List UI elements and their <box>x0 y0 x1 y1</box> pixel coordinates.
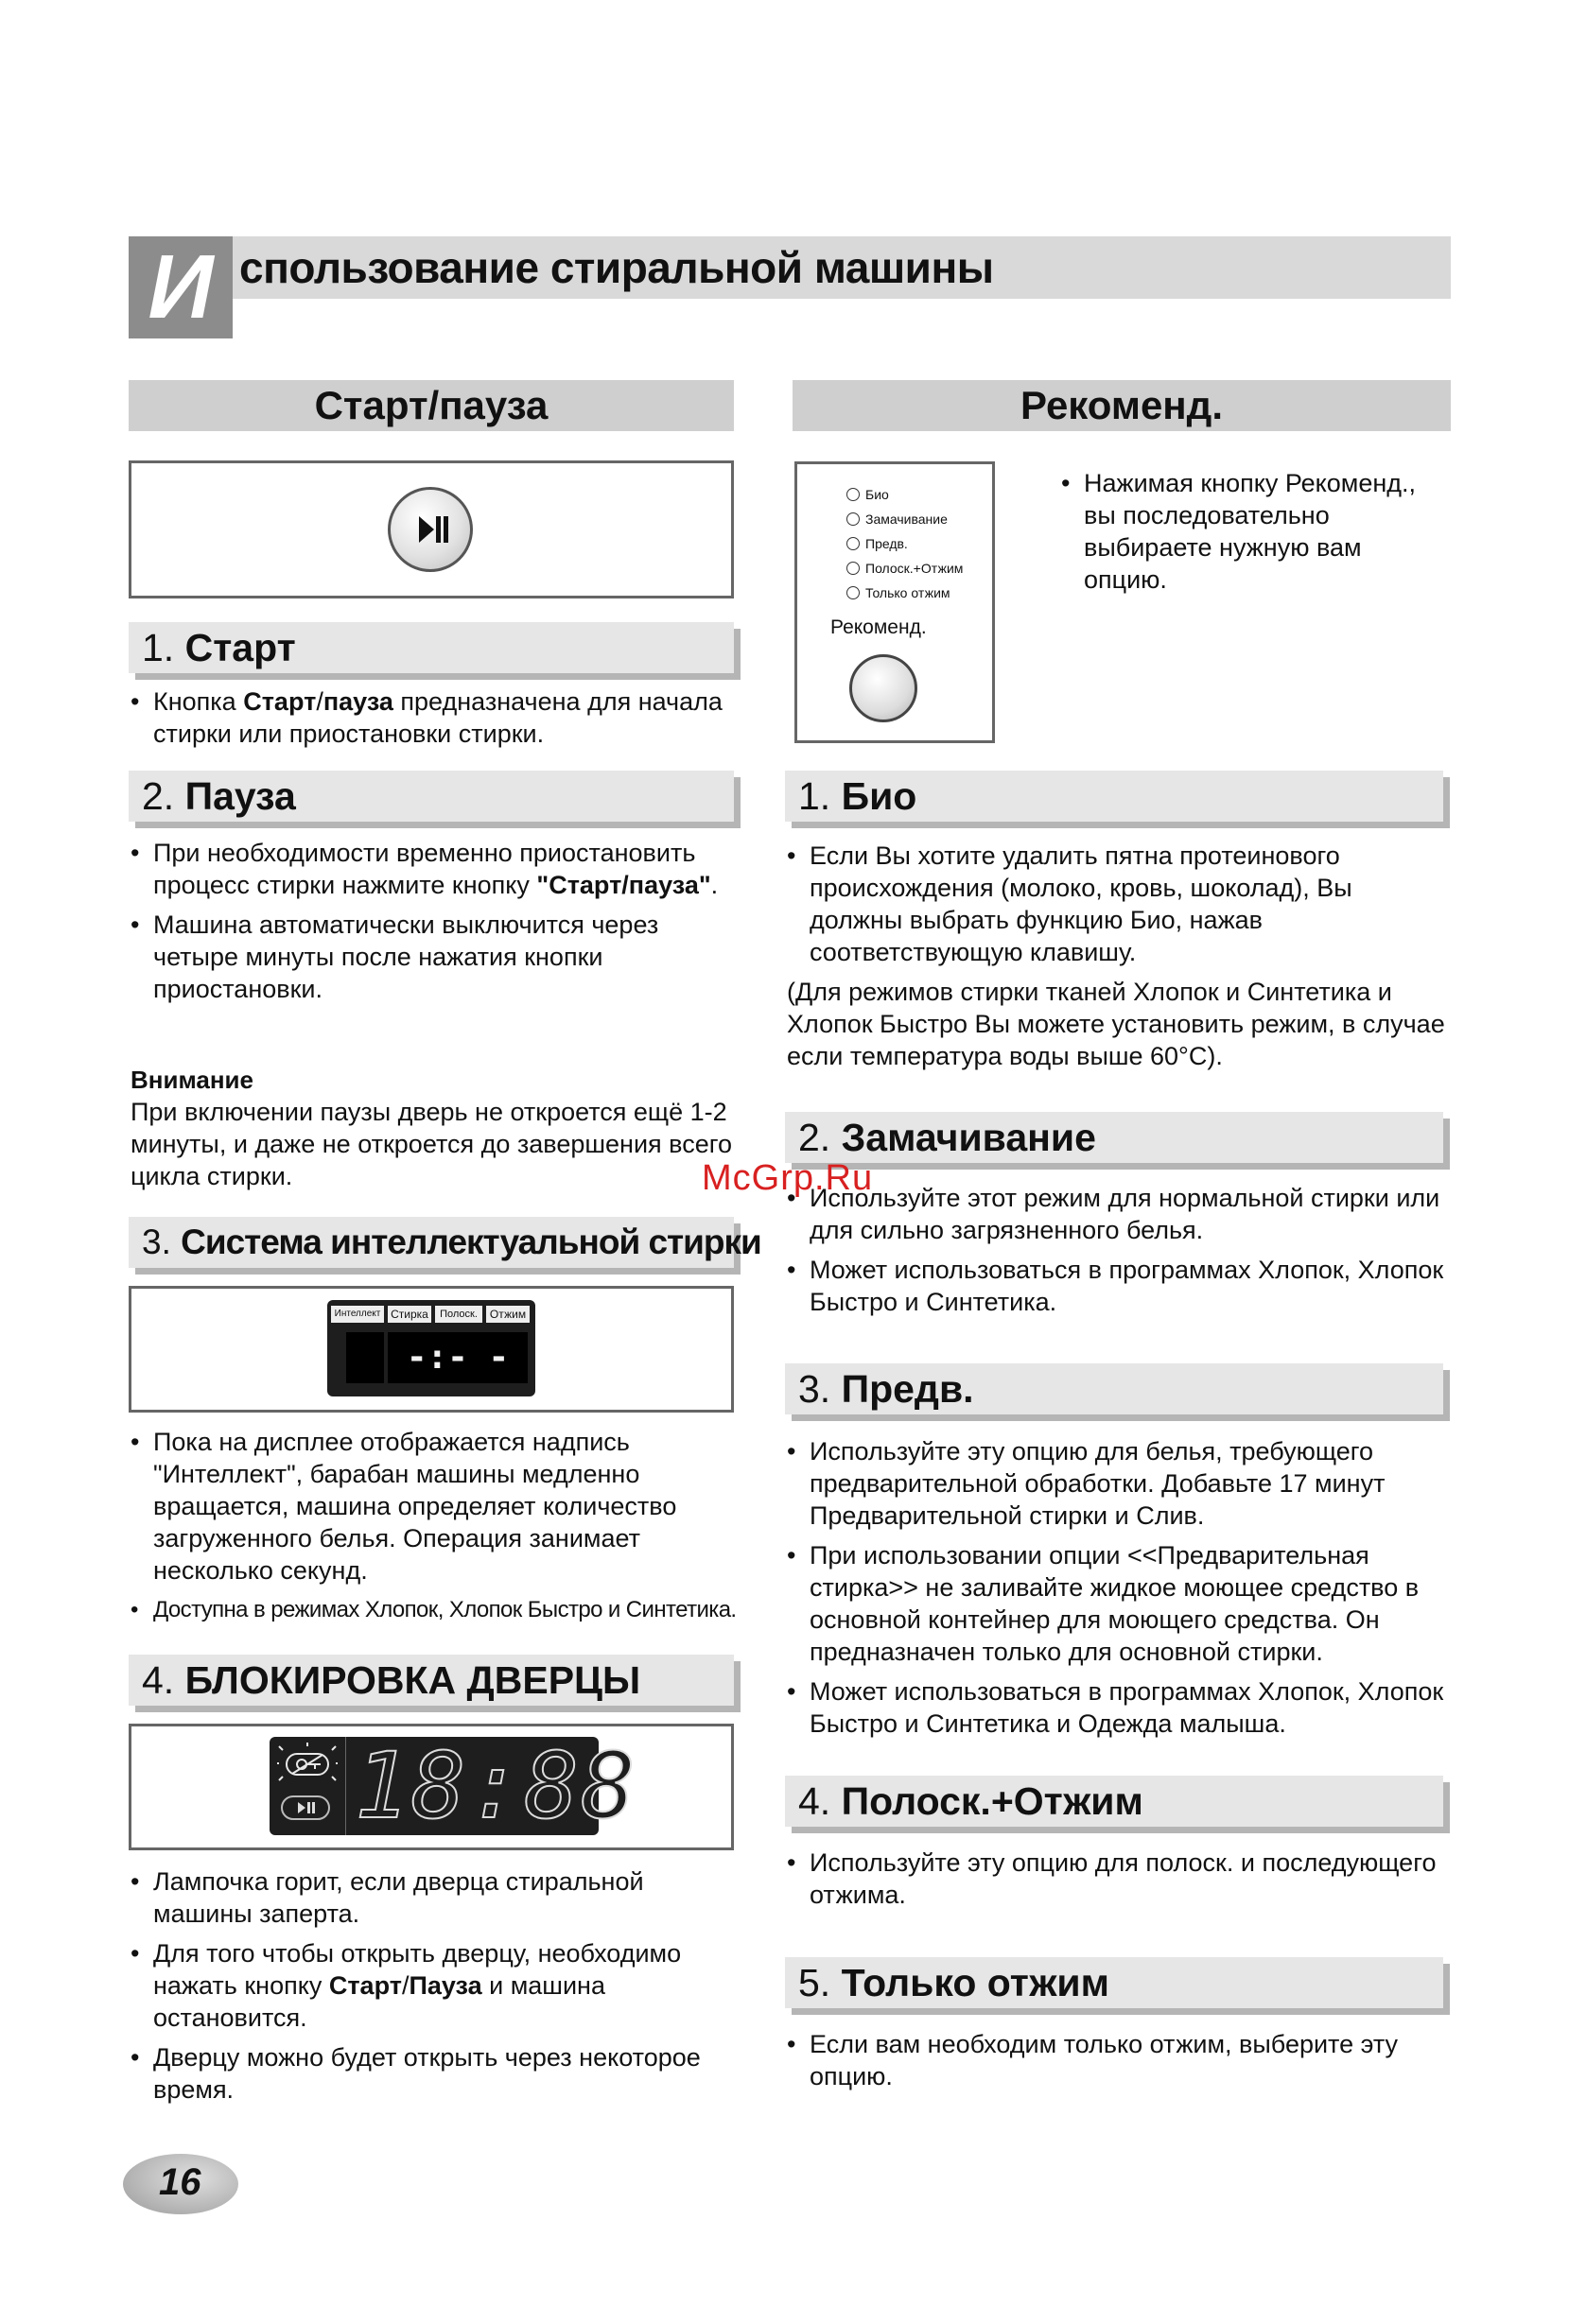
panel-button-label: Рекоменд. <box>830 616 927 638</box>
page-number: 16 <box>159 2161 201 2203</box>
panel-option-rinse-spin: Полоск.+Отжим <box>846 560 963 577</box>
note-title: Внимание <box>131 1066 253 1094</box>
section-pause-text: • При необходимости временно приостановить процесс стирки нажмите кнопку "Старт/пауза". • Машина автоматически выключится через четыре минуты после нажатия кнопки приостановки. <box>131 837 745 1013</box>
doorlock-display-value: 18:88 <box>355 1733 637 1839</box>
bio-note: (Для режимов стирки тканей Хлопок и Синтетика и Хлопок Быстро Вы можете установить режим, в случае если температура воды выше 60°C). <box>787 978 1445 1070</box>
section-intellect-text: • Пока на дисплее отображается надпись "Интеллект", барабан машины медленно вращается, машина определяет количество загруженного белья. Операция занимает несколько секунд. • Доступна в режимах Хлопок, Хлопок Быстро и Синтетика. <box>131 1426 755 1634</box>
intellect-display-panel <box>327 1300 535 1396</box>
section-intellect-bar: 3. Система интеллектуальной стирки <box>129 1217 734 1268</box>
pause-note <box>131 1064 736 1192</box>
section-bio-text: • Если Вы хотите удалить пятна протеинового происхождения (молоко, кровь, шоколад), Вы должны выбрать функцию Био, нажав соответствующую клавишу. (Для режимов стирки тканей Хлопок и Синтетика и Хлопок Быстро Вы можете установить режим, в случае если температура воды выше 60°C). <box>787 840 1449 1072</box>
doorlock-display-panel <box>270 1733 637 1839</box>
panel-option-soak: Замачивание <box>846 511 948 528</box>
start-pause-button[interactable] <box>388 487 473 572</box>
section-doorlock-text: • Лампочка горит, если дверца стиральной машины заперта. • Для того чтобы открыть дверцу, необходимо нажать кнопку Старт/Пауза и машина остановится. • Дверцу можно будет открыть через некоторое время. <box>131 1865 745 2113</box>
section-start-text: • Кнопка Старт/пауза предназначена для начала стирки или приостановки стирки. <box>131 685 745 757</box>
note-text: При включении паузы дверь не откроется ещё 1-2 минуты, и даже не откроется до завершения всего цикла стирки. <box>131 1098 732 1190</box>
intellect-display-value: -:- - <box>388 1332 528 1383</box>
page-title: спользование стиральной машины <box>239 243 994 292</box>
section-start-bar: 1. Старт <box>129 622 734 673</box>
panel-option-spin-only: Только отжим <box>846 584 950 601</box>
section-spin-only-text: • Если вам необходим только отжим, выберите эту опцию. <box>787 2028 1449 2100</box>
section-rinse-spin-bar: 4. Полоск.+Отжим <box>785 1776 1443 1827</box>
display-label-rinse: Полоск. <box>435 1306 482 1323</box>
door-lock-icon <box>277 1743 338 1784</box>
display-label-wash: Стирка <box>388 1306 431 1323</box>
section-rinse-spin-text: • Используйте эту опцию для полоск. и последующего отжима. <box>787 1847 1449 1918</box>
panel-option-bio: Био <box>846 486 889 503</box>
right-column-title: Рекоменд. <box>793 380 1451 431</box>
play-pause-icon <box>283 1797 328 1818</box>
play-pause-icon <box>391 490 470 569</box>
left-column-title: Старт/пауза <box>129 380 734 431</box>
section-prewash-bar: 3. Предв. <box>785 1363 1443 1414</box>
display-divider <box>345 1737 346 1835</box>
header-initial-letter: И <box>148 236 214 338</box>
display-label-intellect: Интеллект <box>331 1306 384 1323</box>
section-soak-text: • Используйте этот режим для нормальной стирки или для сильно загрязненного белья. • Может использоваться в программах Хлопок, Хлопок Быстро и Синтетика. <box>787 1182 1449 1326</box>
recommend-button[interactable] <box>849 654 917 722</box>
display-label-spin: Отжим <box>486 1306 530 1323</box>
display-left-segment <box>346 1332 384 1383</box>
section-prewash-text: • Используйте эту опцию для белья, требующего предварительной обработки. Добавьте 17 минут Предварительной стирки и Слив. • При использовании опции <<Предварительная стирка>> не заливайте жидкое моющее средство в основной контейнер для моющего средства. Он предназначен только для основной стирки. • Может использоваться в программах Хлопок, Хлопок Быстро и Синтетика и Одежда малыша. <box>787 1435 1458 1747</box>
section-soak-bar: 2. Замачивание <box>785 1112 1443 1163</box>
section-doorlock-bar: 4. БЛОКИРОВКА ДВЕРЦЫ <box>129 1655 734 1706</box>
watermark: McGrp.Ru <box>702 1158 874 1198</box>
panel-option-prewash: Предв. <box>846 535 908 552</box>
section-pause-bar: 2. Пауза <box>129 771 734 822</box>
door-lock-start-pause-indicator <box>281 1795 330 1820</box>
section-bio-bar: 1. Био <box>785 771 1443 822</box>
section-spin-only-bar: 5. Только отжим <box>785 1957 1443 2008</box>
recommend-intro: • Нажимая кнопку Рекоменд., вы последовательно выбираете нужную вам опцию. <box>1061 467 1439 603</box>
